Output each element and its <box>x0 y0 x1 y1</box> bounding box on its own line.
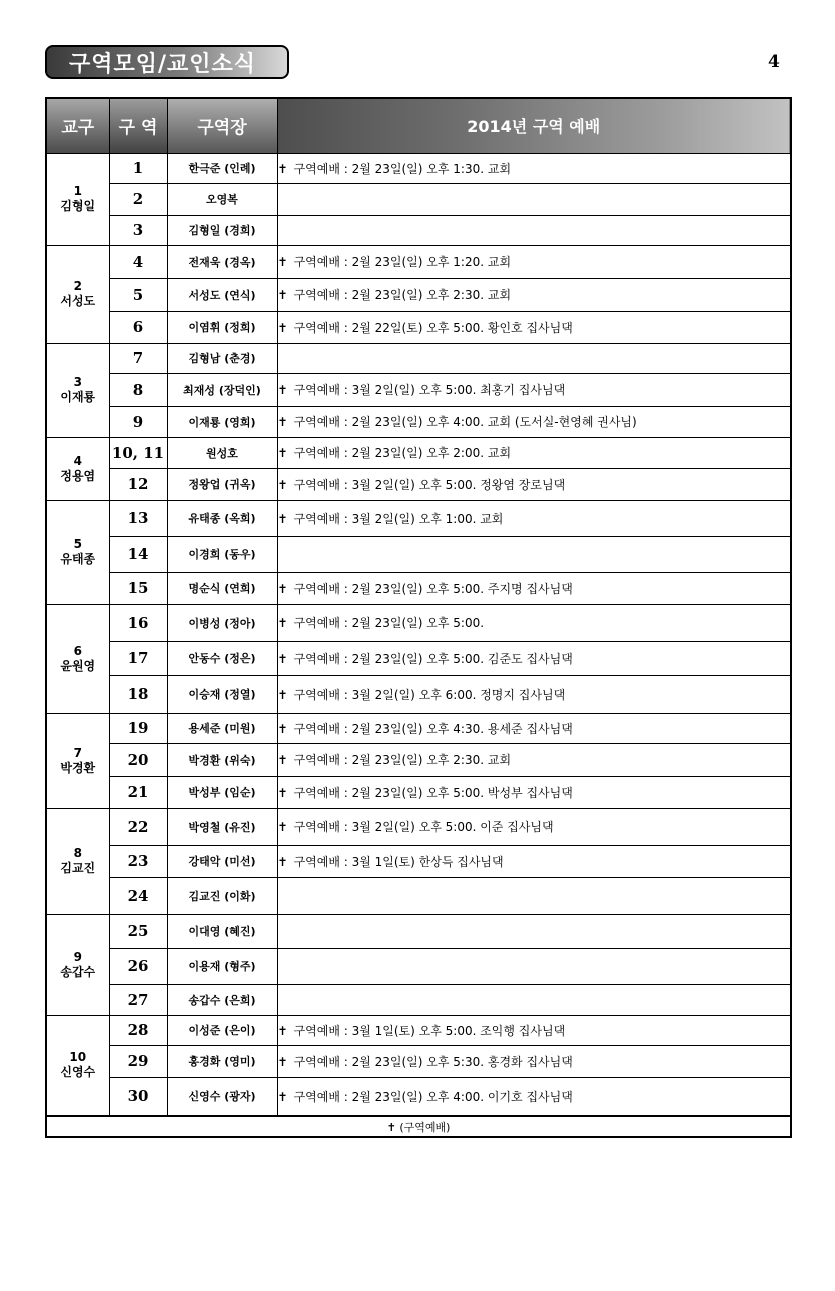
district-leader: 이재룡 (영희) <box>167 406 277 437</box>
district-leader: 이성준 (은이) <box>167 1015 277 1045</box>
district-leader: 송갑수 (은희) <box>167 984 277 1015</box>
gyogu-cell <box>46 437 109 500</box>
worship-info <box>277 641 791 675</box>
worship-info <box>277 343 791 373</box>
table-row <box>46 343 791 373</box>
header-worship: 2014년 구역 예배 <box>277 98 791 153</box>
gyogu-name: 신영수 <box>60 1065 96 1080</box>
district-leader: 이병성 (정아) <box>167 604 277 641</box>
worship-text: 구역예배 : 2월 23일(일) 오후 2:30. 교회 <box>293 288 512 302</box>
gyogu-number: 10 <box>69 1050 87 1065</box>
gyogu-name: 윤원영 <box>60 658 96 673</box>
district-leader: 이용재 (형주) <box>167 948 277 984</box>
cross-icon: ✝ <box>277 288 288 302</box>
district-leader: 김형남 (춘경) <box>167 343 277 373</box>
district-number: 2 <box>109 183 167 215</box>
table-row <box>46 877 791 914</box>
gyogu-name: 유태종 <box>60 552 96 566</box>
table-row <box>46 406 791 437</box>
worship-info <box>277 808 791 845</box>
gyogu-cell <box>46 500 109 604</box>
gyogu-name: 이재룡 <box>60 390 96 404</box>
district-leader: 김교진 (이화) <box>167 877 277 914</box>
table-row <box>46 948 791 984</box>
cross-icon: ✝ <box>277 320 288 335</box>
worship-info <box>277 845 791 877</box>
district-number: 23 <box>109 845 167 877</box>
district-leader: 박경환 (위숙) <box>167 743 277 776</box>
worship-text: 구역예배 : 3월 2일(일) 오후 5:00. 최홍기 집사님댁 <box>293 383 566 397</box>
district-leader: 박성부 (임순) <box>167 776 277 808</box>
section-title: 구역모임/교인소식 <box>45 45 289 79</box>
district-leader: 서성도 (연식) <box>167 278 277 311</box>
district-leader: 전재욱 (경옥) <box>167 245 277 278</box>
gyogu-number: 9 <box>73 949 82 964</box>
district-number: 1 <box>109 153 167 183</box>
table-row <box>46 215 791 245</box>
table-row <box>46 1077 791 1116</box>
district-number: 22 <box>109 808 167 845</box>
worship-info <box>277 245 791 278</box>
table-row <box>46 984 791 1015</box>
district-number: 15 <box>109 572 167 604</box>
worship-text: 구역예배 : 2월 23일(일) 오후 5:30. 홍경화 집사님댁 <box>293 1054 573 1069</box>
district-leader: 이승재 (정열) <box>167 675 277 713</box>
cross-icon: ✝ <box>277 383 288 397</box>
district-number: 21 <box>109 776 167 808</box>
cross-icon: ✝ <box>277 1089 288 1104</box>
district-leader: 신영수 (광자) <box>167 1077 277 1116</box>
worship-info <box>277 1015 791 1045</box>
district-worship-table <box>45 97 792 1138</box>
gyogu-cell <box>46 808 109 914</box>
worship-text: 구역예배 : 2월 23일(일) 오후 2:30. 교회 <box>293 753 512 767</box>
worship-info <box>277 984 791 1015</box>
table-row <box>46 278 791 311</box>
cross-icon: ✝ <box>277 446 288 460</box>
gyogu-cell <box>46 1015 109 1116</box>
table-body <box>46 153 791 1116</box>
cross-icon: ✝ <box>277 753 288 767</box>
district-number: 16 <box>109 604 167 641</box>
district-number: 8 <box>109 373 167 406</box>
cross-icon: ✝ <box>277 785 288 800</box>
gyogu-number: 5 <box>73 537 82 551</box>
district-leader: 한극준 (인례) <box>167 153 277 183</box>
worship-info <box>277 215 791 245</box>
worship-info <box>277 278 791 311</box>
worship-info <box>277 743 791 776</box>
district-leader: 오영복 <box>167 183 277 215</box>
worship-text: 구역예배 : 3월 1일(토) 한상득 집사님댁 <box>293 854 504 869</box>
worship-info <box>277 604 791 641</box>
table-row <box>46 572 791 604</box>
district-leader: 유태종 (옥희) <box>167 500 277 536</box>
gyogu-number: 8 <box>73 846 82 860</box>
table-row <box>46 914 791 948</box>
worship-text: 구역예배 : 2월 23일(일) 오후 5:00. 주지명 집사님댁 <box>293 581 573 596</box>
district-leader: 김형일 (경희) <box>167 215 277 245</box>
gyogu-name: 김교진 <box>60 861 96 875</box>
header-district: 구 역 <box>109 98 167 153</box>
worship-info <box>277 183 791 215</box>
district-number: 20 <box>109 743 167 776</box>
worship-text: 구역예배 : 3월 1일(토) 오후 5:00. 조익행 집사님댁 <box>293 1023 566 1038</box>
district-number: 19 <box>109 713 167 743</box>
footer-legend <box>46 1116 791 1137</box>
worship-info <box>277 914 791 948</box>
district-leader: 홍경화 (영미) <box>167 1045 277 1077</box>
table-row <box>46 153 791 183</box>
cross-icon: ✝ <box>277 651 288 666</box>
worship-info <box>277 1045 791 1077</box>
gyogu-cell <box>46 153 109 245</box>
district-leader: 이염휘 (정희) <box>167 311 277 343</box>
worship-info <box>277 675 791 713</box>
gyogu-cell <box>46 343 109 437</box>
district-leader: 안동수 (정은) <box>167 641 277 675</box>
gyogu-name: 정용염 <box>60 468 96 483</box>
gyogu-name: 서성도 <box>60 294 96 308</box>
district-number: 27 <box>109 984 167 1015</box>
district-number: 10, 11 <box>109 437 167 468</box>
worship-text: 구역예배 : 2월 23일(일) 오후 4:00. 이기호 집사님댁 <box>293 1089 573 1104</box>
district-number: 25 <box>109 914 167 948</box>
worship-text: 구역예배 : 2월 23일(일) 오후 2:00. 교회 <box>293 446 512 460</box>
district-number: 24 <box>109 877 167 914</box>
table-row <box>46 183 791 215</box>
table-row <box>46 743 791 776</box>
table-row <box>46 713 791 743</box>
district-leader: 이경희 (동우) <box>167 536 277 572</box>
district-leader: 최재성 (장덕인) <box>167 373 277 406</box>
district-number: 17 <box>109 641 167 675</box>
gyogu-cell <box>46 713 109 808</box>
gyogu-cell <box>46 604 109 713</box>
worship-text: 구역예배 : 2월 22일(토) 오후 5:00. 황인호 집사님댁 <box>293 320 573 335</box>
district-number: 4 <box>109 245 167 278</box>
worship-info <box>277 437 791 468</box>
table-row <box>46 437 791 468</box>
district-leader: 강태악 (미선) <box>167 845 277 877</box>
district-number: 5 <box>109 278 167 311</box>
worship-info <box>277 572 791 604</box>
table-row <box>46 468 791 500</box>
table-row <box>46 808 791 845</box>
table-row <box>46 311 791 343</box>
gyogu-number: 4 <box>73 453 82 468</box>
district-leader: 명순식 (연희) <box>167 572 277 604</box>
district-leader: 원성호 <box>167 437 277 468</box>
table-row <box>46 845 791 877</box>
worship-info <box>277 373 791 406</box>
worship-text: 구역예배 : 2월 23일(일) 오후 1:20. 교회 <box>293 255 512 269</box>
gyogu-number: 6 <box>73 643 82 658</box>
gyogu-cell <box>46 914 109 1015</box>
table-row <box>46 675 791 713</box>
cross-icon: ✝ <box>277 721 288 736</box>
district-number: 12 <box>109 468 167 500</box>
table-row <box>46 373 791 406</box>
district-number: 9 <box>109 406 167 437</box>
worship-text: 구역예배 : 2월 23일(일) 오후 5:00. 박성부 집사님댁 <box>293 785 573 800</box>
district-number: 30 <box>109 1077 167 1116</box>
cross-icon: ✝ <box>277 415 288 429</box>
header-leader: 구역장 <box>167 98 277 153</box>
cross-icon: ✝ <box>277 477 288 492</box>
gyogu-name: 박경환 <box>60 760 96 775</box>
worship-text: 구역예배 : 3월 2일(일) 오후 6:00. 정명지 집사님댁 <box>293 687 566 702</box>
worship-info <box>277 500 791 536</box>
cross-icon: ✝ <box>277 161 288 176</box>
worship-text: 구역예배 : 3월 2일(일) 오후 5:00. 이준 집사님댁 <box>293 820 554 834</box>
table-row <box>46 245 791 278</box>
district-number: 18 <box>109 675 167 713</box>
worship-info <box>277 536 791 572</box>
district-leader: 이대영 (혜진) <box>167 914 277 948</box>
worship-info <box>277 406 791 437</box>
cross-icon: ✝ <box>277 581 288 596</box>
worship-info <box>277 1077 791 1116</box>
table-row <box>46 1015 791 1045</box>
gyogu-name: 송갑수 <box>60 964 96 979</box>
cross-icon: ✝ <box>277 255 288 269</box>
worship-info <box>277 776 791 808</box>
worship-text: 구역예배 : 3월 2일(일) 오후 1:00. 교회 <box>293 511 504 526</box>
gyogu-number: 2 <box>73 279 82 293</box>
district-number: 6 <box>109 311 167 343</box>
cross-icon: ✝ <box>386 1120 396 1134</box>
table-row <box>46 776 791 808</box>
district-number: 13 <box>109 500 167 536</box>
footer-note: (구역예배) <box>399 1120 451 1134</box>
table-header-row <box>46 98 791 153</box>
table-row <box>46 500 791 536</box>
table-footer-row <box>46 1116 791 1137</box>
table-row <box>46 641 791 675</box>
cross-icon: ✝ <box>277 616 288 630</box>
gyogu-number: 1 <box>73 184 82 198</box>
gyogu-name: 김형일 <box>60 199 96 213</box>
district-number: 3 <box>109 215 167 245</box>
cross-icon: ✝ <box>277 854 288 869</box>
worship-text: 구역예배 : 3월 2일(일) 오후 5:00. 정왕염 장로님댁 <box>293 477 566 492</box>
district-number: 28 <box>109 1015 167 1045</box>
cross-icon: ✝ <box>277 511 288 526</box>
district-number: 26 <box>109 948 167 984</box>
worship-info <box>277 468 791 500</box>
worship-info <box>277 153 791 183</box>
district-number: 7 <box>109 343 167 373</box>
cross-icon: ✝ <box>277 1023 288 1038</box>
worship-info <box>277 713 791 743</box>
worship-text: 구역예배 : 2월 23일(일) 오후 5:00. <box>293 616 485 630</box>
gyogu-number: 3 <box>73 375 82 389</box>
worship-text: 구역예배 : 2월 23일(일) 오후 4:30. 용세준 집사님댁 <box>293 721 573 736</box>
worship-info <box>277 948 791 984</box>
table-row <box>46 536 791 572</box>
cross-icon: ✝ <box>277 687 288 702</box>
worship-info <box>277 877 791 914</box>
district-number: 29 <box>109 1045 167 1077</box>
district-leader: 박영철 (유진) <box>167 808 277 845</box>
district-number: 14 <box>109 536 167 572</box>
header-gyogu: 교구 <box>46 98 109 153</box>
worship-info <box>277 311 791 343</box>
gyogu-number: 7 <box>73 745 82 760</box>
district-leader: 정왕업 (귀옥) <box>167 468 277 500</box>
table-row <box>46 604 791 641</box>
district-leader: 용세준 (미원) <box>167 713 277 743</box>
cross-icon: ✝ <box>277 820 288 834</box>
table-row <box>46 1045 791 1077</box>
page-number: 4 <box>768 52 780 72</box>
worship-text: 구역예배 : 2월 23일(일) 오후 5:00. 김준도 집사님댁 <box>293 651 573 666</box>
cross-icon: ✝ <box>277 1054 288 1069</box>
worship-text: 구역예배 : 2월 23일(일) 오후 4:00. 교회 (도서실-현영혜 권사님) <box>293 415 637 429</box>
gyogu-cell <box>46 245 109 343</box>
worship-text: 구역예배 : 2월 23일(일) 오후 1:30. 교회 <box>293 161 512 176</box>
